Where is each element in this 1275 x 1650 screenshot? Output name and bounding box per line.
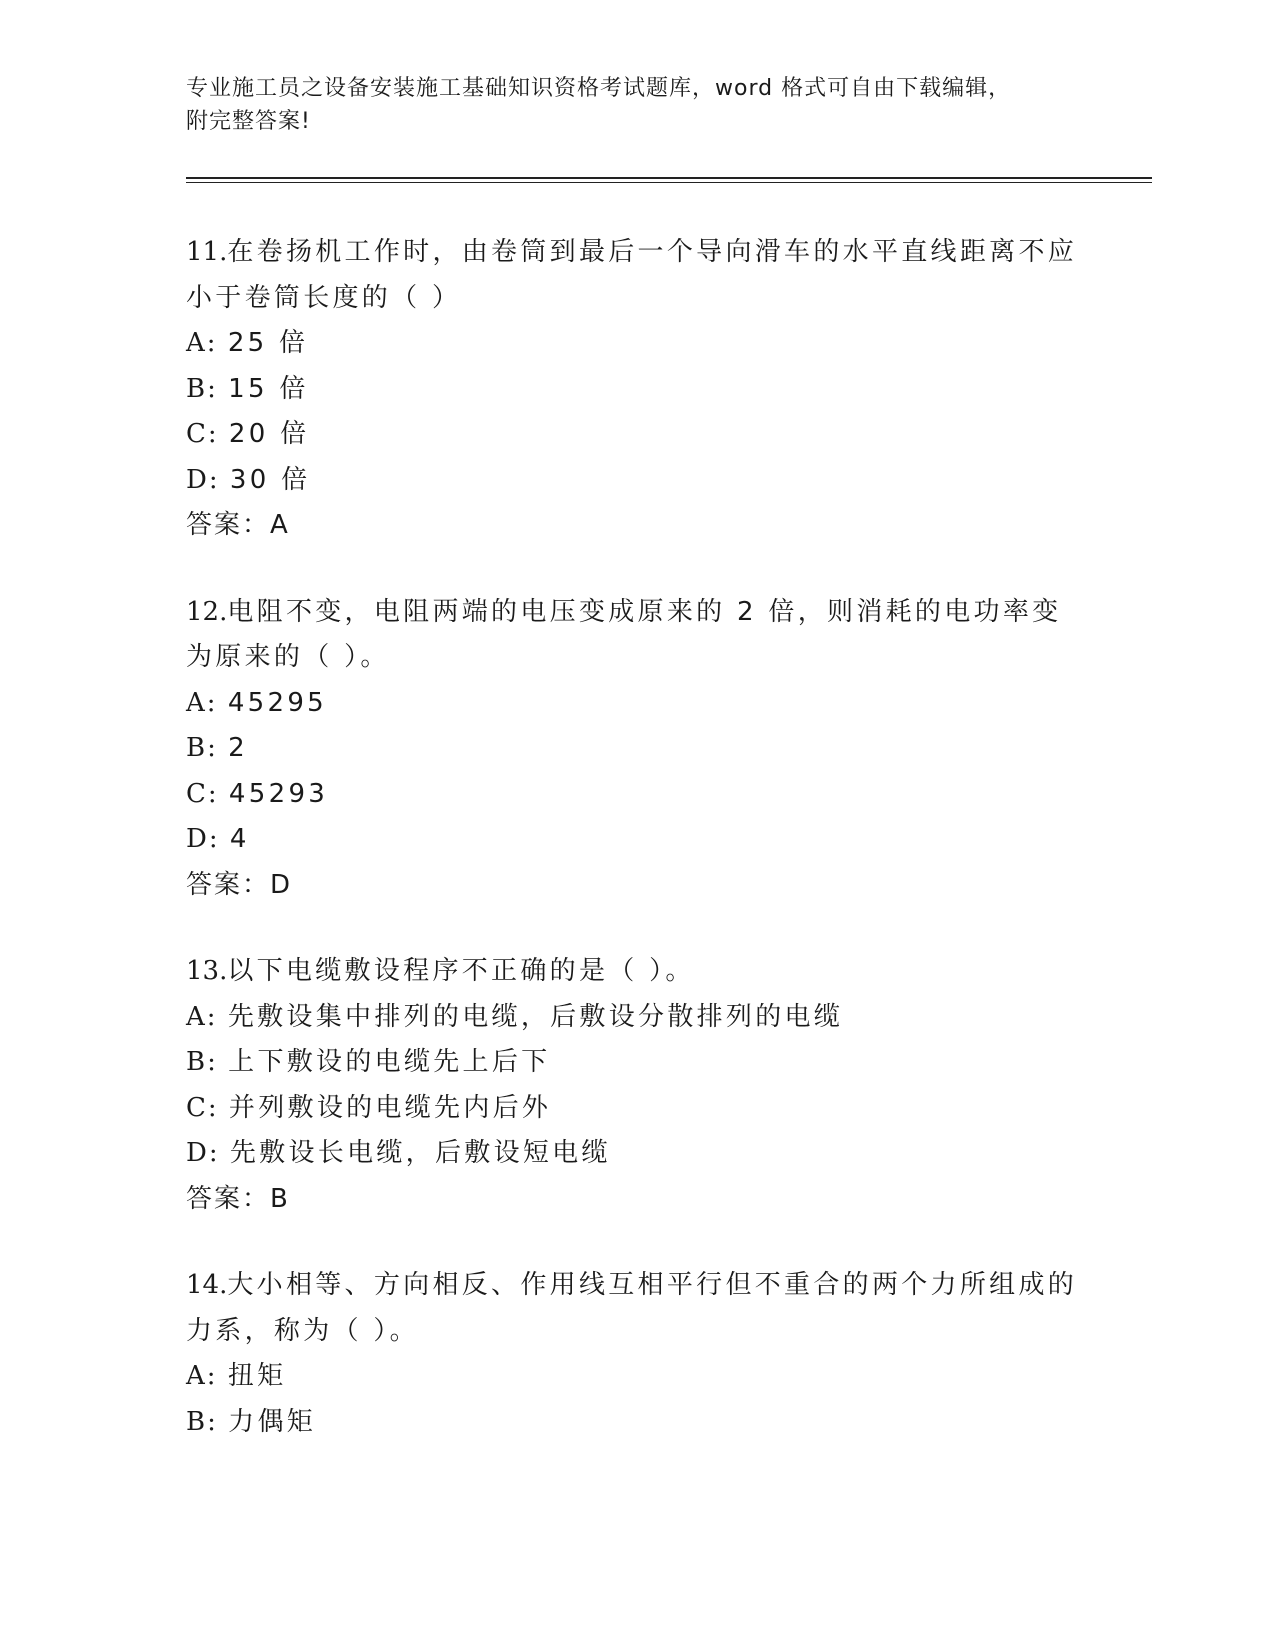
option-key: B:	[186, 1406, 218, 1437]
question-text: 电阻不变，电阻两端的电压变成原来的 2 倍，则消耗的电功率变为原来的（ ）。	[186, 596, 1062, 672]
question-stem	[186, 949, 1086, 995]
option-b	[186, 726, 1086, 772]
option-text: 先敷设长电缆，后敷设短电缆	[229, 1138, 611, 1168]
option-b	[186, 1040, 1086, 1086]
option-key: D:	[186, 464, 220, 495]
question-list	[186, 230, 1086, 1486]
header-divider	[186, 177, 1152, 179]
option-key: C:	[186, 1092, 219, 1123]
header-line-2: 附完整答案!	[186, 109, 311, 134]
question-stem	[186, 590, 1086, 681]
option-key: D:	[186, 824, 220, 854]
question-number: 13.	[186, 956, 228, 986]
answer-line: 答案：D	[186, 869, 293, 900]
option-text: 15 倍	[228, 373, 309, 404]
option-key: A:	[186, 687, 218, 718]
option-c	[186, 772, 1086, 818]
option-key: B:	[186, 1047, 218, 1077]
option-a	[186, 1354, 1086, 1400]
question-number: 12.	[186, 596, 228, 627]
option-a	[186, 995, 1086, 1041]
option-text: 力偶矩	[228, 1406, 317, 1437]
option-b	[186, 1400, 1086, 1446]
option-a	[186, 321, 1086, 367]
question-stem	[186, 1263, 1086, 1354]
answer-line: 答案：A	[186, 510, 290, 540]
question-14	[186, 1263, 1086, 1445]
option-key: A:	[186, 1361, 218, 1391]
question-number: 14.	[186, 1270, 228, 1300]
option-c	[186, 412, 1086, 458]
option-key: B:	[186, 373, 218, 404]
question-stem	[186, 230, 1086, 321]
option-text: 45295	[227, 687, 328, 718]
option-text: 25 倍	[227, 328, 309, 358]
option-key: C:	[186, 419, 219, 449]
option-key: B:	[186, 733, 218, 763]
option-text: 扭矩	[227, 1361, 287, 1391]
question-13	[186, 949, 1086, 1222]
option-text: 并列敷设的电缆先内后外	[228, 1092, 552, 1123]
question-text: 大小相等、方向相反、作用线互相平行但不重合的两个力所组成的力系，称为（ ）。	[186, 1270, 1078, 1346]
option-d	[186, 817, 1086, 863]
option-key: A:	[186, 1001, 218, 1032]
option-key: D:	[186, 1138, 220, 1168]
option-b	[186, 367, 1086, 413]
question-12	[186, 590, 1086, 909]
option-c	[186, 1086, 1086, 1132]
option-key: C:	[186, 778, 219, 809]
option-a	[186, 681, 1086, 727]
option-key: A:	[186, 328, 218, 358]
option-text: 30 倍	[229, 464, 311, 495]
question-text: 在卷扬机工作时，由卷筒到最后一个导向滑车的水平直线距离不应小于卷筒长度的（ ）	[186, 237, 1078, 313]
option-text: 45293	[228, 778, 329, 809]
question-11	[186, 230, 1086, 549]
header-divider-thin	[186, 182, 1152, 183]
option-d	[186, 458, 1086, 504]
answer-line: 答案：B	[186, 1183, 290, 1214]
question-text: 以下电缆敷设程序不正确的是（ ）。	[227, 956, 695, 986]
question-number: 11.	[186, 237, 228, 267]
option-text: 上下敷设的电缆先上后下	[228, 1047, 551, 1077]
option-d	[186, 1131, 1086, 1177]
document-header	[186, 72, 1066, 138]
option-text: 先敷设集中排列的电缆，后敷设分散排列的电缆	[227, 1001, 844, 1032]
header-line-1: 专业施工员之设备安装施工基础知识资格考试题库，word 格式可自由下载编辑，	[186, 76, 1012, 101]
option-text: 4	[229, 824, 250, 854]
option-text: 2	[228, 733, 248, 763]
option-text: 20 倍	[228, 419, 310, 449]
